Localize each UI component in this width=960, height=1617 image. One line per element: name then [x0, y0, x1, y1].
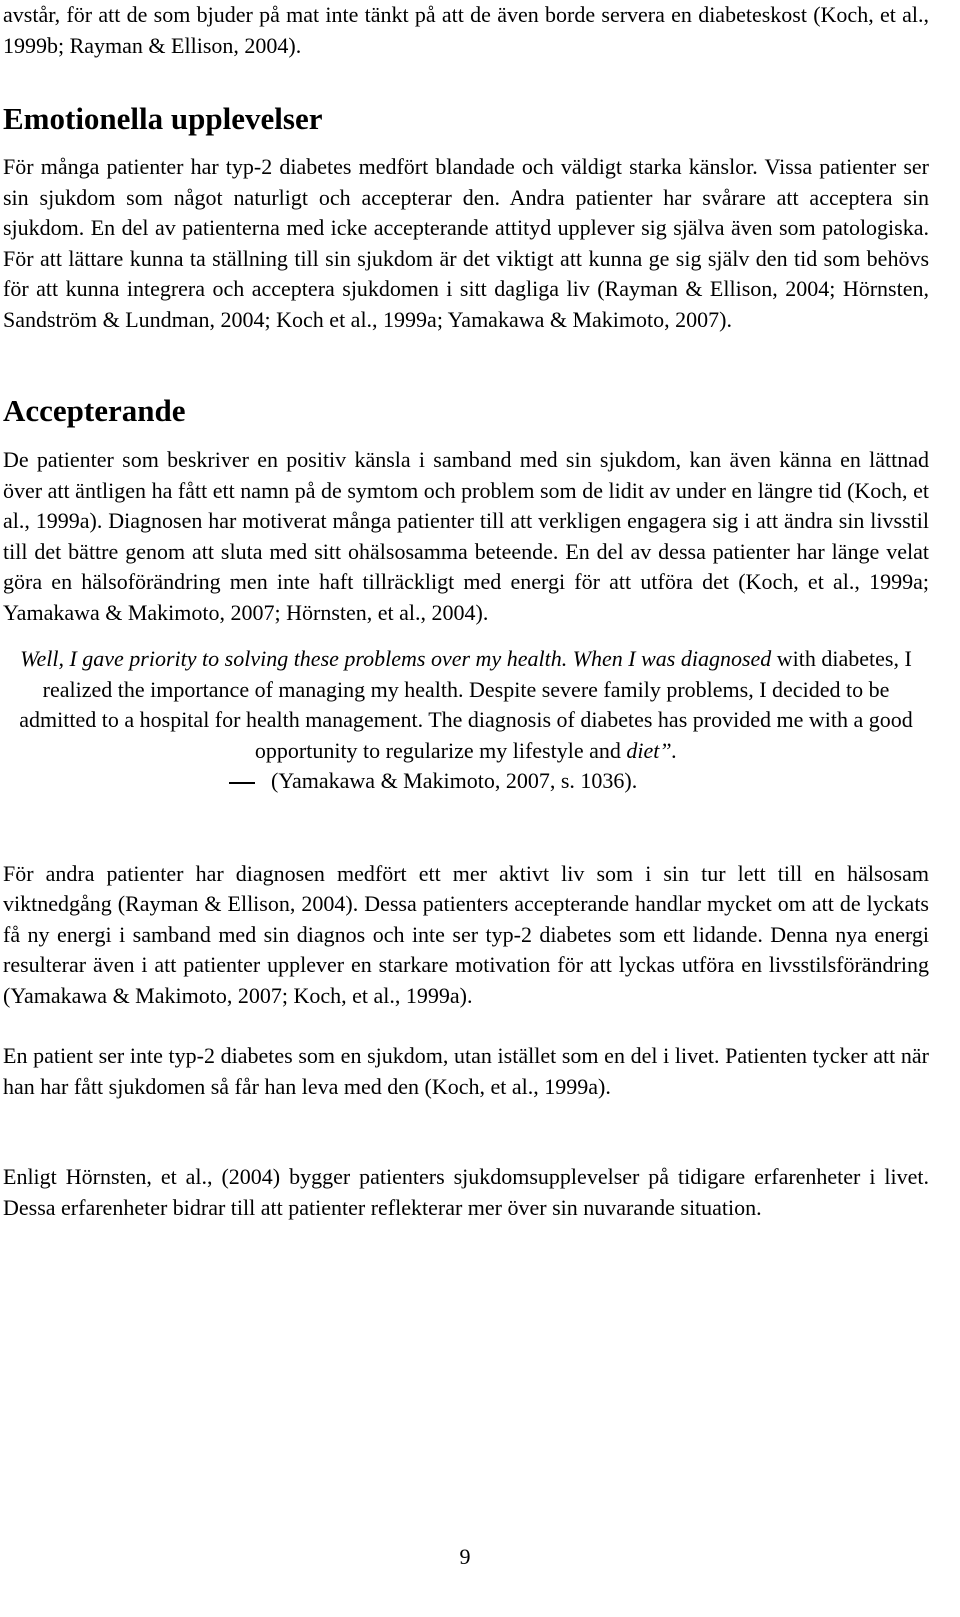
paragraph-acceptance: De patienter som beskriver en positiv känsla i samband med sin sjukdom, kan även känna en lättnad över att äntligen ha fått ett namn på de symtom och problem som de lidit av under en längre tid (Koch, et al., 1999a). Diagnosen har motiverat många patienter till att verkligen engagera sig i att ändra sin livsstil till det bättre genom att sluta med sitt ohälsosamma beteende. En del av dessa patienter har länge velat göra en hälsoförändring men inte haft tillräckligt med energi för att utföra det (Koch, et al., 1999a; Yamakawa & Makimoto, 2007; Hörnsten, et al., 2004).: [3, 447, 929, 625]
section-heading-emotionella-upplevelser: Emotionella upplevelser: [3, 101, 323, 136]
quote-italic-end: diet”.: [626, 737, 678, 763]
quote-body: with diabetes, I realized the importance of managing my health. Despite severe family problems, I decided to be admitted to a hospital for health management. The diagnosis of diabetes has provided me with a good opportunity to regularize my lifestyle and: [19, 646, 913, 763]
quote-italic-start: Well, I gave priority to solving these problems over my health. When I was diagnosed: [20, 646, 772, 671]
paragraph-experiences: Enligt Hörnsten, et al., (2004) bygger patienters sjukdomsupplevelser på tidigare erfarenheter i livet. Dessa erfarenheter bidrar till att patienter reflekterar mer över sin nuvarande situation.: [3, 1164, 929, 1220]
citation-text: (Yamakawa & Makimoto, 2007, s. 1036).: [271, 768, 638, 793]
citation-dash: [229, 782, 255, 784]
paragraph-emotional-experiences: För många patienter har typ-2 diabetes medfört blandade och väldigt starka känslor. Vissa patienter ser sin sjukdom som något naturligt och accepterar den. Andra patienter har svårare att acceptera sin sjukdom. En del av patienterna med icke accepterande attityd upplever sig själva även som patologiska. För att lättare kunna ta ställning till sin sjukdom är det viktigt att kunna ge sig själv den tid som behövs för att kunna integrera och acceptera sjukdomen i sitt dagliga liv (Rayman & Ellison, 2004; Hörnsten, Sandström & Lundman, 2004; Koch et al., 1999a; Yamakawa & Makimoto, 2007).: [3, 154, 929, 332]
section-heading-accepterande: Accepterande: [3, 393, 186, 428]
paragraph-after-quote: För andra patienter har diagnosen medfört ett mer aktivt liv som i sin tur lett till en hälsosam viktnedgång (Rayman & Ellison, 2004). Dessa patienters accepterande handlar mycket om att de lyckats få ny energi i samband med sin diagnos och inte ser typ-2 diabetes som ett lidande. Denna nya energi resulterar även i att patienter upplever en starkare motivation för att lyckas utföra en livsstilsförändring (Yamakawa & Makimoto, 2007; Koch, et al., 1999a).: [3, 860, 929, 1008]
intro-paragraph: avstår, för att de som bjuder på mat inte tänkt på att de även borde servera en diabeteskost (Koch, et al., 1999b; Rayman & Ellison, 2004).: [3, 2, 929, 58]
page-number: 9: [459, 1544, 471, 1569]
quote-citation: [3, 766, 929, 797]
paragraph-patient-view: En patient ser inte typ-2 diabetes som en sjukdom, utan istället som en del i livet. Patienten tycker att när han har fått sjukdomen så får han leva med den (Koch, et al., 1999a).: [3, 1043, 929, 1099]
document-page: [3, 0, 929, 1223]
block-quote: [3, 644, 929, 766]
